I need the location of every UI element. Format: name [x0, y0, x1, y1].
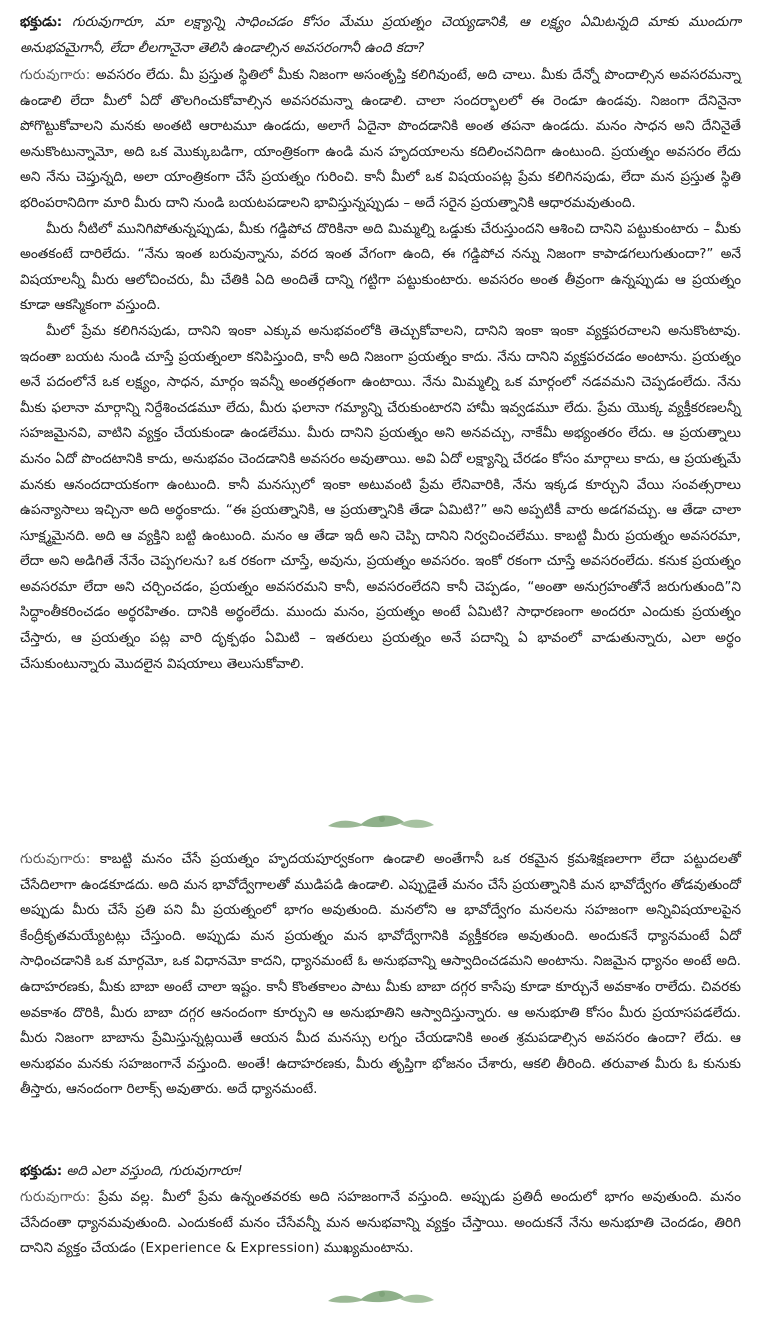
- devotee-question-2: [20, 1159, 741, 1185]
- guru-answer-2: [20, 847, 741, 1103]
- question-text: గురువుగారూ, మా లక్ష్యాన్ని సాధించడం కోసం మేము ప్రయత్నం చెయ్యడానికి, ఆ లక్ష్యం ఏమిటన్నది మాకు ముందుగా అనుభవమైగానీ, లేదా లీలగానైనా తెలిసి ఉండాల్సిన అవసరంగానీ ఉంది కదా?: [20, 14, 741, 56]
- guru-label: గురువుగారు:: [20, 851, 91, 867]
- guru-answer-3: [20, 1185, 741, 1262]
- devotee-label: భక్తుడు:: [20, 14, 63, 30]
- guru-label: గురువుగారు:: [20, 1189, 91, 1205]
- leaf-ornament-icon: [326, 1285, 436, 1307]
- answer-paragraph: ప్రేమ వల్ల. మీలో ప్రేమ ఉన్నంతవరకు అది సహజంగానే వస్తుంది. అప్పుడు ప్రతిదీ అందులో భాగం అవుతుంది. మనం చేసేదంతా ధ్యానమవుతుంది. ఎందుకంటే మనం చేసేవన్నీ మన అనుభవాన్ని వ్యక్తం చేస్తాయి. అందుకనే నేను అనుభూతి చెందడం, తిరిగి దానిని వ్యక్తం చేయడం (Experience & Expression) ముఖ్యమంటాను.: [20, 1189, 741, 1257]
- answer-paragraph: అవసరం లేదు. మీ ప్రస్తుత స్థితిలో మీకు నిజంగా అసంతృప్తి కలిగివుంటే, అది చాలు. మీకు దేన్నో పొందాల్సిన అవసరమన్నా ఉండాలి లేదా మీలో ఏదో తొలగించుకోవాల్సిన అవసరమన్నా ఉండాలి. చాలా సందర్భాలలో ఈ రెండూ ఉండవు. నిజంగా దేనినైనా పోగొట్టుకోవాలని మనకు అంతటి ఆరాటమూ ఉండదు, అలాగే ఏదైనా పొందడానికి అంత తపనా ఉండదు. మనం సాధన అని దేనినైతే అనుకొంటున్నామో, అది ఒక మొక్కుబడిగా, యాంత్రికంగా ఉండి మన హృదయాలను కదిలించనిదిగా ఉంటుంది. ప్రయత్నం అవసరం లేదు అని నేను చెప్తున్నది, అలా యాంత్రికంగా చేసే ప్రయత్నం గురించి. కానీ మీలో ఒక విషయంపట్ల ప్రేమ కలిగినపుడు, లేదా మన ప్రస్తుత స్థితి భరింపరానిదిగా మారి మీరు దాని నుండి బయటపడాలని భావిస్తున్నప్పుడు – అదే సరైన ప్రయత్నానికి ఆధారమవుతుంది.: [20, 67, 741, 211]
- answer-paragraph: మీలో ప్రేమ కలిగినపుడు, దానిని ఇంకా ఎక్కువ అనుభవంలోకి తెచ్చుకోవాలని, దానిని ఇంకా ఇంకా వ్యక్తపరచాలని అనుకొంటావు. ఇదంతా బయట నుండి చూస్తే ప్రయత్నంలా కనిపిస్తుంది, కానీ అది నిజంగా ప్రయత్నం కాదు. నేను దానిని వ్యక్తపరచడం అంటాను. ప్రయత్నం అనే పదంలోనే ఒక లక్ష్యం, సాధన, మార్గం ఇవన్నీ అంతర్గతంగా ఉంటాయి. నేను మిమ్మల్ని ఒక మార్గంలో నడవమని చెప్పడంలేదు. నేను మీకు ఫలానా మార్గాన్ని నిర్దేశించడమూ లేదు, మీరు ఫలానా గమ్యాన్ని చేరుకుంటారని హామీ ఇవ్వడమూ లేదు. ప్రేమ యొక్క వ్యక్తీకరణలన్నీ సహజమైనవి, వాటిని వ్యక్తం చేయకుండా ఉండలేము. మీరు దానిని ప్రయత్నం అని అనవచ్చు, నాకేమీ అభ్యంతరం లేదు. ఆ ప్రయత్నాలు మనం ఏదో పొందటానికి కాదు, అనుభవం చెందడానికి అవసరం అవుతాయి. అవి ఏదో లక్ష్యాన్ని చేరడం కోసం మార్గాలు కాదు, ఆ ప్రయత్నమే మనకు ఆనందదాయకంగా ఉంటుంది. కానీ మనస్సులో ఇంకా అటువంటి ప్రేమ లేనివారికి, నేను ఇక్కడ కూర్చుని వేయి సంవత్సరాలు ఉపన్యాసాలు ఇచ్చినా అది అర్థంకాదు. “ఈ ప్రయత్నానికి, ఆ ప్రయత్నానికి తేడా ఏమిటి?” అని అప్పటికీ వారు అడగవచ్చు. ఆ తేడా చాలా సూక్ష్మమైనది. అది ఆ వ్యక్తిని బట్టి ఉంటుంది. మనం ఆ తేడా ఇదీ అని చెప్పి దానిని నిర్వచించలేము. కాబట్టి మీరు ప్రయత్నం అవసరమా, లేదా అని అడిగితే నేనేం చెప్పగలను? ఒక రకంగా చూస్తే, అవును, ప్రయత్నం అవసరం. ఇంకో రకంగా చూస్తే అవసరంలేదు. కనుక ప్రయత్నం అవసరమా లేదా అని చర్చించడం, ప్రయత్నం అవసరమని కానీ, అవసరంలేదని కానీ చెప్పడం, “అంతా అనుగ్రహంతోనే జరుగుతుంది”ని సిద్ధాంతీకరించడం అర్థరహితం. దానికి అర్థంలేదు. ముందు మనం, ప్రయత్నం అంటే ఏమిటి? సాధారణంగా అందరూ ఎందుకు ప్రయత్నం చేస్తారు, ఆ ప్రయత్నం పట్ల వారి దృక్పథం ఏమిటి – ఇతరులు ప్రయత్నం అనే పదాన్ని ఏ భావంలో వాడుతున్నారు, ఎలా అర్థం చేసుకుంటున్నారు మొదలైన విషయాలు తెలుసుకోవాలి.: [20, 322, 741, 672]
- answer-paragraph: కాబట్టి మనం చేసే ప్రయత్నం హృదయపూర్వకంగా ఉండాలి అంతేగానీ ఒక రకమైన క్రమశిక్షణలాగా లేదా పట్టుదలతో చేసేదిలాగా ఉండకూడదు. అది మన భావోద్వేగాలతో ముడిపడి ఉండాలి. ఎప్పుడైతే మనం చేసే ప్రయత్నానికి మన భావోద్వేగం తోడవుతుందో అప్పుడు మీరు చేసే ప్రతి పని మీ ప్రయత్నంలో భాగం అవుతుంది. మనలోని ఆ భావోద్వేగం మనలను సహజంగా అన్నివిషయాలపైన కేంద్రీకృతమయ్యేటట్లు చేస్తుంది. అప్పుడు మన ప్రయత్నం మన భావోద్వేగానికి వ్యక్తీకరణ అవుతుంది. అందుకనే ధ్యానమంటే ఏదో సాధించడానికి ఒక మార్గమో, ఒక విధానమో కాదని, ధ్యానమంటే ఓ అనుభవాన్ని ఆస్వాదించడమని అంటాను. నిజమైన ధ్యానం అంటే అది. ఉదాహరణకు, మీకు బాబా అంటే చాలా ఇష్టం. కానీ కొంతకాలం పాటు మీకు బాబా దగ్గర కాసేపు కూడా కూర్చునే అవకాశం రాలేదు. చివరకు అవకాశం దొరికి, మీరు బాబా దగ్గర ఆనందంగా కూర్చుని ఆ అనుభూతిని ఆస్వాదిస్తున్నారు. ఆ అనుభూతి కోసం మీరు ప్రయాసపడలేదు. మీరు నిజంగా బాబాను ప్రేమిస్తున్నట్లయితే ఆయన మీద మనస్సు లగ్నం చేయడానికి అంత శ్రమపడాల్సిన అవసరం ఉందా? లేదు. ఆ అనుభవం మనకు సహజంగానే వస్తుంది. అంతే! ఉదాహరణకు, మీరు తృప్తిగా భోజనం చేశారు, ఆకలి తీరింది. తరువాత మీరు ఓ కునుకు తీస్తారు, ఆనందంగా రిలాక్స్ అవుతారు. అదే ధ్యానమంటే.: [20, 851, 741, 1098]
- guru-answer-1: [20, 63, 741, 677]
- devotee-label: భక్తుడు:: [20, 1163, 63, 1179]
- answer-paragraph: మీరు నీటిలో మునిగిపోతున్నప్పుడు, మీకు గడ్డిపోచ దొరికినా అది మిమ్మల్ని ఒడ్డుకు చేరుస్తుందని ఆశించి దానిని పట్టుకుంటారు – మీకు అంతకంటే దారిలేదు. “నేను ఇంత బరువున్నాను, వరద ఇంత వేగంగా ఉంది, ఈ గడ్డిపోచ నన్ను నిజంగా కాపాడగలుగుతుందా?” అనే విషయాలన్నీ మీరు ఆలోచించరు, మీ చేతికి ఏది అందితే దాన్ని గట్టిగా పట్టుకుంటారు. అవసరం అంత తీవ్రంగా ఉన్నప్పుడు ఆ ప్రయత్నం కూడా ఆకస్మికంగా వస్తుంది.: [20, 220, 741, 314]
- leaf-ornament-icon: [326, 810, 436, 832]
- guru-label: గురువుగారు:: [20, 67, 91, 83]
- devotee-question-1: [20, 10, 741, 61]
- divider-ornament: [0, 1285, 761, 1307]
- question-text: అది ఎలా వస్తుంది, గురువుగారూ!: [66, 1163, 243, 1179]
- divider-ornament: [0, 810, 761, 832]
